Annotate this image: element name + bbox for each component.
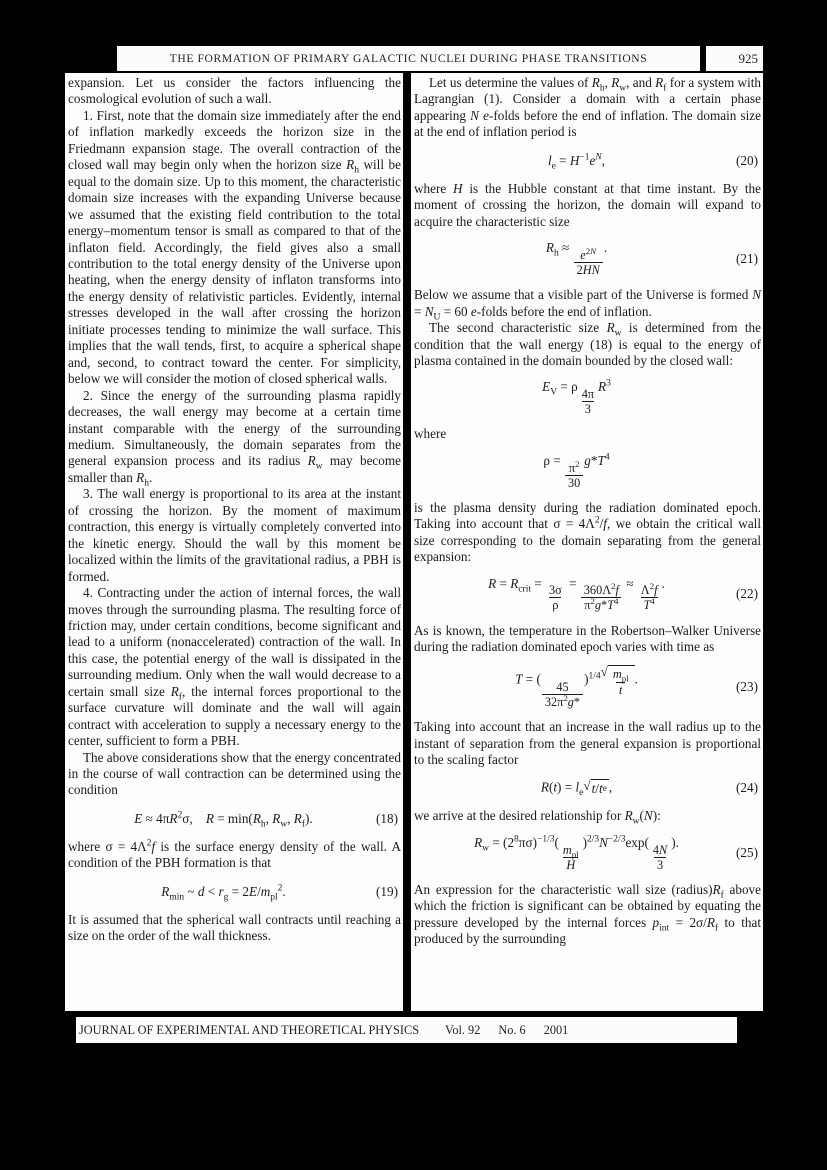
paragraph: 2. Since the energy of the surrounding plasma rapidly decreases, the wall energy may become at a certain time instant comparable with the energy of the surrounding medium. Simultaneously, the domain separates from the general expansion process and its radius $R_w$ may become smaller than $R_h$. bbox=[68, 387, 401, 489]
paragraph: we arrive at the desired relationship for $R_w(N)$: bbox=[414, 808, 661, 828]
equation-body: ρ = $\frac{\pi^2}{30}$ $g*T^4$ bbox=[543, 452, 610, 490]
equation-body: $R(t) = l_e$ √ t / t e , bbox=[540, 778, 613, 799]
equation-body: $E \approx 4\pi R^2\sigma$, $R = \min(R_h$, $R_w$, $R_f$). bbox=[134, 810, 313, 830]
equation-number: (24) bbox=[736, 780, 758, 796]
equation bbox=[68, 882, 401, 902]
equation-number: (18) bbox=[376, 810, 398, 826]
equation-number: (23) bbox=[736, 679, 758, 695]
equation-body: $R_w = (2^8\pi\sigma)^{-1/3}$( $\frac{m_{pl}}{H}$ )$^{2/3}N^{-2/3}\exp$( $\frac{4N}{3}$ ). bbox=[474, 834, 679, 872]
left-column bbox=[65, 73, 403, 1011]
equation bbox=[414, 453, 761, 490]
running-header bbox=[117, 46, 700, 71]
paragraph: where bbox=[414, 426, 447, 442]
paragraph: Let us determine the values of $R_h$, $R_w$, and $R_f$ for a system with Lagrangian (1). Consider a domain with a certain phase appearing N e-folds before the end of inflation. The domain size at the end of inflation period is bbox=[414, 75, 762, 140]
paragraph: is the plasma density during the radiation dominated epoch. Taking into account that $\sigma = 4\Lambda^2/f$, we obtain the critical wall size corresponding to the domain separating from the general expansion: bbox=[414, 499, 761, 565]
equation-number: (19) bbox=[376, 883, 398, 899]
equation bbox=[414, 379, 761, 416]
equation bbox=[414, 835, 761, 872]
equation-body: $E_V = \rho$ $\frac{4\pi}{3}$ $R^3$ bbox=[542, 379, 611, 417]
footer-issue: No. 6 bbox=[498, 1022, 526, 1037]
equation-number: (25) bbox=[736, 845, 758, 861]
paragraph: 1. First, note that the domain size immediately after the end of inflation markedly exceeds the horizon size in the Friedmann expansion stage. The overall contraction of the closed wall may begin only when the horizon size $R_h$ will be equal to the domain size. Up to this moment, the characteristic domain size increases with the expanding Universe because we assumed that the existing field contribution to the total energy–momentum tensor is small as compared to that of the inflaton field. Accordingly, the field gives also a small contribution to the total energy density of the Universe upon heating, when the energy density of inflaton transforms into the energy density of relativistic particles. Evidently, internal stresses developed in the wall after crossing the horizon initiate processes tending to minimize the wall surface. This implies that the wall tends, first, to acquire a spherical shape and, second, to contract toward the center. For simplicity, below we will consider the motion of closed spherical walls. bbox=[68, 107, 401, 387]
paragraph: The second characteristic size $R_w$ is determined from the condition that the wall energy (18) is equal to the energy of plasma contained in the domain bounded by the closed wall: bbox=[414, 320, 761, 368]
paragraph: 4. Contracting under the action of internal forces, the wall moves through the surrounding plasma. The resulting force of friction may, under certain conditions, become significant and lead to a uniform (nonaccelerated) contraction of the wall. In this case, the potential energy of the wall is dissipated in the surrounding medium. Only when the wall would decrease to a certain small size $R_f$, the internal forces proportional to the surface curvature will dominate and the wall will again contract with acceleration to supply a necessary energy to the center, sufficient to form a PBH. bbox=[68, 585, 401, 749]
equation bbox=[414, 665, 761, 709]
equation bbox=[414, 151, 761, 171]
equation bbox=[414, 576, 761, 613]
footer-journal-name: JOURNAL OF EXPERIMENTAL AND THEORETICAL PHYSICS bbox=[79, 1022, 420, 1037]
paragraph: 3. The wall energy is proportional to its area at the instant of crossing the horizon. By the moment of maximum contraction, this energy is virtually completely converted into the kinetic energy. Should the wall by this moment be localized within the limits of the gravitational radius, a PBH is formed. bbox=[68, 486, 401, 584]
equation-body: $R_h$ ≈ $\frac{e^{2N}}{2HN}$ . bbox=[545, 240, 608, 278]
equation-body: $l_e = H^{-1}e^N$, bbox=[547, 152, 606, 172]
paragraph: An expression for the characteristic wall size $(radius)R_f$ above which the friction is significant can be obtained by equating the pressure developed by the internal forces $p_{int} = 2\sigma/R_f$ to that produced by the surrounding bbox=[414, 881, 761, 947]
right-column bbox=[411, 73, 763, 1011]
paragraph: It is assumed that the spherical wall contracts until reaching a size on the order of the wall thickness. bbox=[68, 911, 401, 944]
equation bbox=[68, 809, 401, 829]
footer-volume: Vol. 92 bbox=[445, 1022, 481, 1037]
equation-body: $R = R_{crit}$ = $\frac{3\sigma}{\rho}$ = $\frac{360\Lambda^2f}{\pi^2g*T^4}$ ≈ $\frac{\Lambda^2f}{T^4}$ . bbox=[488, 575, 665, 613]
equation-number: (22) bbox=[736, 585, 758, 601]
equation-number: (20) bbox=[736, 152, 758, 168]
paragraph: where $\sigma = 4\Lambda^2f$ is the surface energy density of the wall. A condition of the PBH formation is that bbox=[68, 838, 401, 871]
equation bbox=[414, 240, 761, 277]
running-footer bbox=[76, 1017, 737, 1043]
equation bbox=[414, 778, 761, 798]
paragraph: As is known, the temperature in the Robertson–Walker Universe during the radiation dominated epoch varies with time as bbox=[414, 622, 761, 655]
equation-body: $R_{min}$ ~ $d < r_g = 2E/m_{pl}^2$. bbox=[161, 883, 286, 903]
paragraph: The above considerations show that the energy concentrated in the course of wall contraction can be determined using the condition bbox=[68, 749, 401, 798]
paragraph: Taking into account that an increase in the wall radius up to the instant of separation from the general expansion is proportional to the scaling factor bbox=[414, 719, 761, 767]
equation-body: T = ( $\frac{45}{32\pi^2g*}$ )$^{1/4}$ √ $\frac{m_{pl}}{t}$ . bbox=[515, 664, 638, 709]
equation-number: (21) bbox=[736, 250, 758, 266]
footer-year: 2001 bbox=[543, 1022, 569, 1037]
paragraph: Below we assume that a visible part of the Universe is formed $N = N_U = 60$ e-folds before the end of inflation. bbox=[414, 287, 761, 323]
paragraph: expansion. Let us consider the factors influencing the cosmological evolution of such a wall. bbox=[68, 75, 401, 107]
paragraph: where H is the Hubble constant at that time instant. By the moment of crossing the horizon, the domain will expand to acquire the characteristic size bbox=[414, 180, 761, 229]
page-number: 925 bbox=[706, 46, 763, 71]
running-title: THE FORMATION OF PRIMARY GALACTIC NUCLEI DURING PHASE TRANSITIONS bbox=[169, 52, 648, 65]
